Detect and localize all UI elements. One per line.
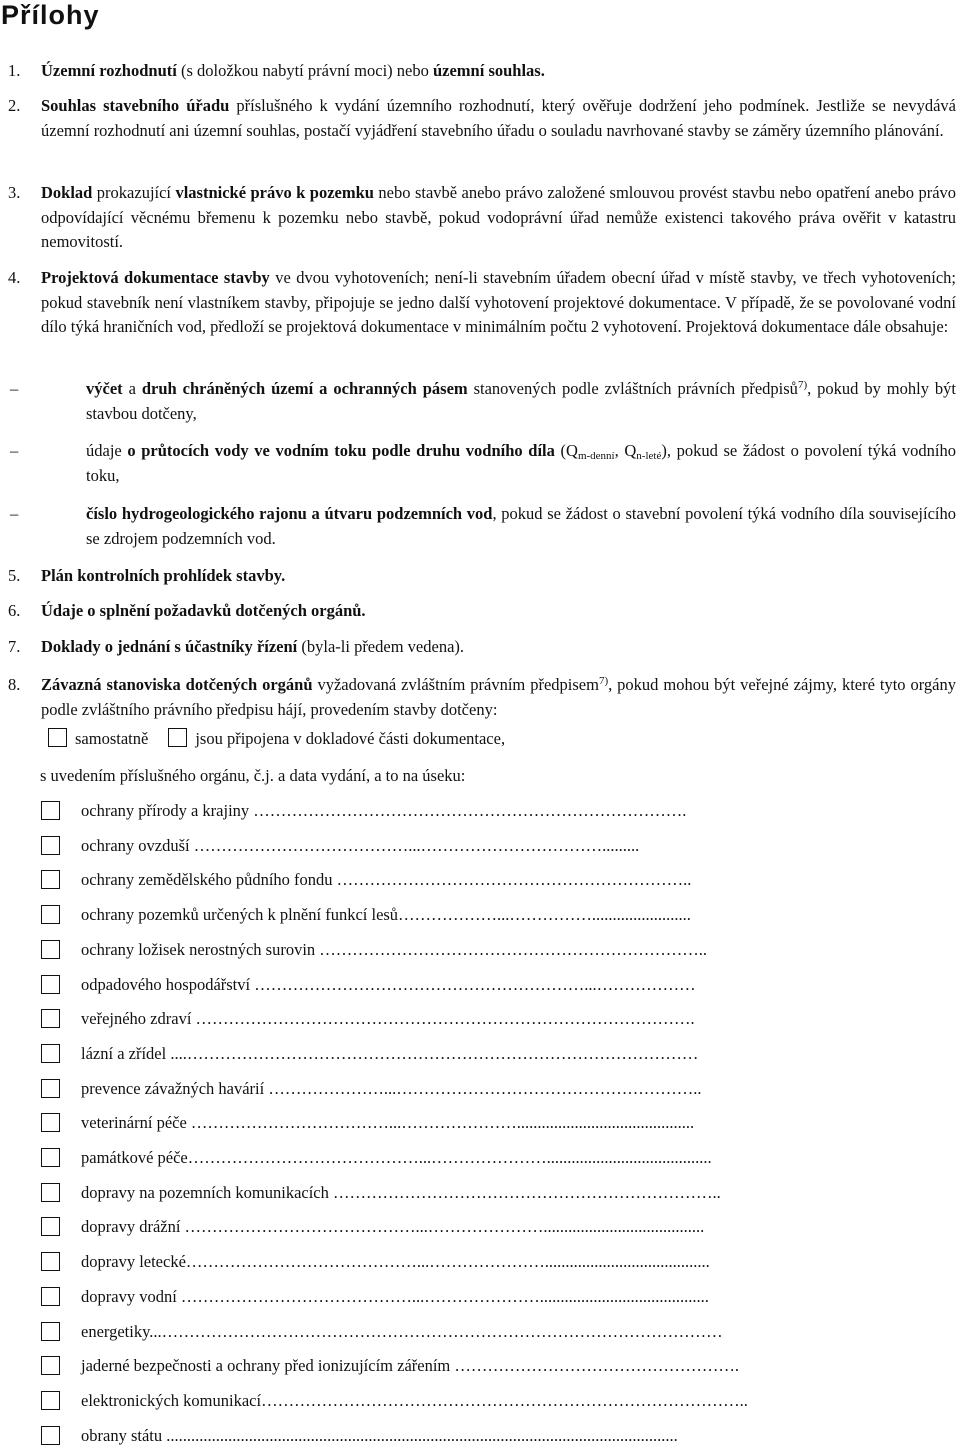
sub-item-protected-areas	[0, 377, 956, 426]
item-number: 8.	[8, 675, 21, 694]
checkbox-label: jsou připojena v dokladové části dokumentace,	[195, 729, 506, 748]
checkbox[interactable]	[41, 940, 60, 959]
checkbox[interactable]	[41, 1044, 60, 1063]
list-item-3	[8, 181, 956, 255]
checkbox[interactable]	[41, 1183, 60, 1202]
checkbox-option-row	[41, 799, 951, 823]
sub-item-text: údaje o průtocích vody ve vodním toku podle druhu vodního díla ($Q_{m-denní}$, $Q_{n-leté}$), pokud se žádost o povolení týká vodního toku,	[86, 441, 956, 485]
checkbox[interactable]	[41, 1391, 60, 1410]
item-text: Projektová dokumentace stavby ve dvou vyhotoveních; není-li stavebním úřadem obecní úřad v místě stavby, ve třech vyhotoveních; pokud stavebník není vlastníkem stavby, připojuje se jedno další vyhotovení projektové dokumentace. V případě, že se povolované vodní dílo týká hraničních vod, předloží se projektová dokumentace v minimálním počtu 2 vyhotovení. Projektová dokumentace dále obsahuje:	[41, 268, 956, 336]
checkbox-option-label: ochrany přírody a krajiny …………………………………………………………………….	[81, 801, 687, 820]
checkbox-option-row	[41, 1042, 951, 1066]
item-number: 1.	[8, 61, 21, 80]
checkbox-separately[interactable]	[48, 728, 67, 747]
checkbox[interactable]	[41, 1079, 60, 1098]
checkbox-option-label: dopravy vodní ……………………………………...………………….........................................	[81, 1286, 709, 1306]
checkbox-option-row	[41, 1215, 951, 1239]
checkbox-option-row	[41, 1111, 951, 1135]
checkbox[interactable]	[41, 836, 60, 855]
dash-bullet: –	[10, 441, 19, 460]
checkbox-option-row	[41, 1389, 951, 1413]
checkbox-option-row	[41, 903, 951, 927]
checkbox-option-label: odpadového hospodářství ……………………………………………………...………………	[81, 974, 696, 994]
item-number: 2.	[8, 96, 21, 115]
checkbox-option-label: jaderné bezpečnosti a ochrany před ionizujícím zářením …………………………………………….	[81, 1356, 740, 1376]
item-number: 3.	[8, 183, 21, 202]
checkbox[interactable]	[41, 1322, 60, 1341]
checkbox-option-row	[41, 1146, 951, 1170]
checkbox-option-row	[41, 1320, 951, 1344]
checkbox-option-row	[41, 868, 951, 892]
item-number: 5.	[8, 566, 21, 585]
list-item-1	[8, 59, 956, 84]
sub-item-hydro-region	[0, 502, 956, 551]
checkbox[interactable]	[41, 1252, 60, 1271]
list-item-4	[8, 266, 956, 340]
item-text: Doklad prokazující vlastnické právo k pozemku nebo stavbě anebo právo založené smlouvou provést stavbu nebo opatření anebo právo odpovídající věcnému břemenu k pozemku nebo stavbě, pokud vodoprávní úřad nemůže existenci takového práva ověřit v katastru nemovitostí.	[41, 183, 957, 251]
checkbox[interactable]	[41, 905, 60, 924]
list-item-5	[8, 564, 956, 589]
checkbox-option-row	[41, 834, 951, 858]
checkbox-option-label: ochrany zemědělského půdního fondu ………………………………………………………..	[81, 870, 692, 890]
checkbox-option-label: obrany státu ............................................................................................................................	[81, 1425, 678, 1445]
checkbox-option-label: dopravy drážní ……………………………………...………………….......................................	[81, 1217, 705, 1237]
checkbox-option-label: ochrany pozemků určených k plnění funkcí lesů………………...……………........................	[81, 905, 691, 925]
checkbox[interactable]	[41, 1287, 60, 1306]
checkbox-option-row	[41, 1181, 951, 1205]
list-item-8	[8, 673, 956, 722]
checkbox[interactable]	[41, 870, 60, 889]
list-item-6	[8, 599, 956, 624]
checkbox[interactable]	[41, 1426, 60, 1445]
checkbox-option-label: veterinární péče ………………………………...…………………...........................................	[81, 1113, 695, 1133]
dash-bullet: –	[10, 379, 19, 398]
checkbox-option-label: dopravy na pozemních komunikacích ……………………………………………………………..	[81, 1182, 721, 1202]
attachment-options-row	[48, 727, 525, 751]
item-text: Územní rozhodnutí (s doložkou nabytí právní moci) nebo územní souhlas.	[41, 61, 545, 80]
checkbox[interactable]	[41, 975, 60, 994]
sub-item-text: výčet a druh chráněných území a ochranných pásem stanovených podle zvláštních právních předpisů$^{7)}$, pokud by mohly být stavbou dotčeny,	[86, 379, 956, 423]
checkbox-option-row	[41, 938, 951, 962]
checkbox-option-row	[41, 1007, 951, 1031]
item-number: 6.	[8, 601, 21, 620]
checkbox-option-label: elektronických komunikací……………………………………………………………………………..	[81, 1390, 748, 1410]
checkbox-option-row	[41, 1354, 951, 1378]
checkbox-option-label: lázní a zřídel ....…………………………………………………………………………………	[81, 1043, 699, 1063]
item-text: Plán kontrolních prohlídek stavby.	[41, 566, 286, 585]
item-number: 4.	[8, 268, 21, 287]
checkbox-option-label: ochrany ložisek nerostných surovin ……………………………………………………………..	[81, 939, 708, 959]
checkbox-attached[interactable]	[168, 728, 187, 747]
page-title: Přílohy	[1, 0, 100, 30]
item-number: 7.	[8, 637, 21, 656]
checkbox-option-row	[41, 1077, 951, 1101]
list-item-7	[8, 635, 956, 660]
item-text: Závazná stanoviska dotčených orgánů vyžadovaná zvláštním právním předpisem$^{7)}$, pokud mohou být veřejné zájmy, které tyto orgány podle zvláštního právního předpisu hájí, provedením stavby dotčeny:	[41, 675, 956, 719]
item-text: Souhlas stavebního úřadu příslušného k vydání územního rozhodnutí, který ověřuje dodržení jeho podmínek. Jestliže se nevydává územní rozhodnutí ani územní souhlas, postačí vyjádření stavebního úřadu o souladu navrhované stavby se záměry územního plánování.	[41, 96, 956, 140]
checkbox[interactable]	[41, 1217, 60, 1236]
list-item-2	[8, 94, 956, 143]
checkbox-option-label: památkové péče……………………………………...…………………........................................	[81, 1148, 712, 1167]
dash-bullet: –	[10, 504, 19, 523]
sub-item-flow-data	[0, 439, 956, 488]
checkbox-option-label: veřejného zdraví ……………………………………………………………………………….	[81, 1009, 695, 1029]
checkbox-option-label: prevence závažných havárií …………………...………………………………………………..	[81, 1078, 702, 1098]
checkbox-option-row	[41, 1250, 951, 1274]
checkbox[interactable]	[41, 1356, 60, 1375]
checkbox-option-label: energetiky...…………………………………………………………………………………………	[81, 1321, 723, 1341]
checkbox[interactable]	[41, 1113, 60, 1132]
item-text: Doklady o jednání s účastníky řízení (byla-li předem vedena).	[41, 637, 465, 656]
item-text: Údaje o splnění požadavků dotčených orgánů.	[41, 601, 366, 620]
checkbox-label: samostatně	[75, 729, 149, 748]
checkbox-option-row	[41, 1424, 951, 1448]
checkbox-option-label: ochrany ovzduší …………………………………...…………………………….........	[81, 835, 640, 855]
checkbox[interactable]	[41, 1148, 60, 1167]
checkbox-option-row	[41, 973, 951, 997]
checkbox-option-label: dopravy letecké……………………………………...…………………........................................	[81, 1252, 710, 1272]
sub-item-text: číslo hydrogeologického rajonu a útvaru podzemních vod, pokud se žádost o stavební povolení týká vodního díla souvisejícího se zdrojem podzemních vod.	[86, 504, 956, 548]
options-intro: s uvedením příslušného orgánu, č.j. a data vydání, a to na úseku:	[40, 766, 466, 785]
checkbox[interactable]	[41, 1009, 60, 1028]
checkbox[interactable]	[41, 801, 60, 820]
checkbox-option-row	[41, 1285, 951, 1309]
